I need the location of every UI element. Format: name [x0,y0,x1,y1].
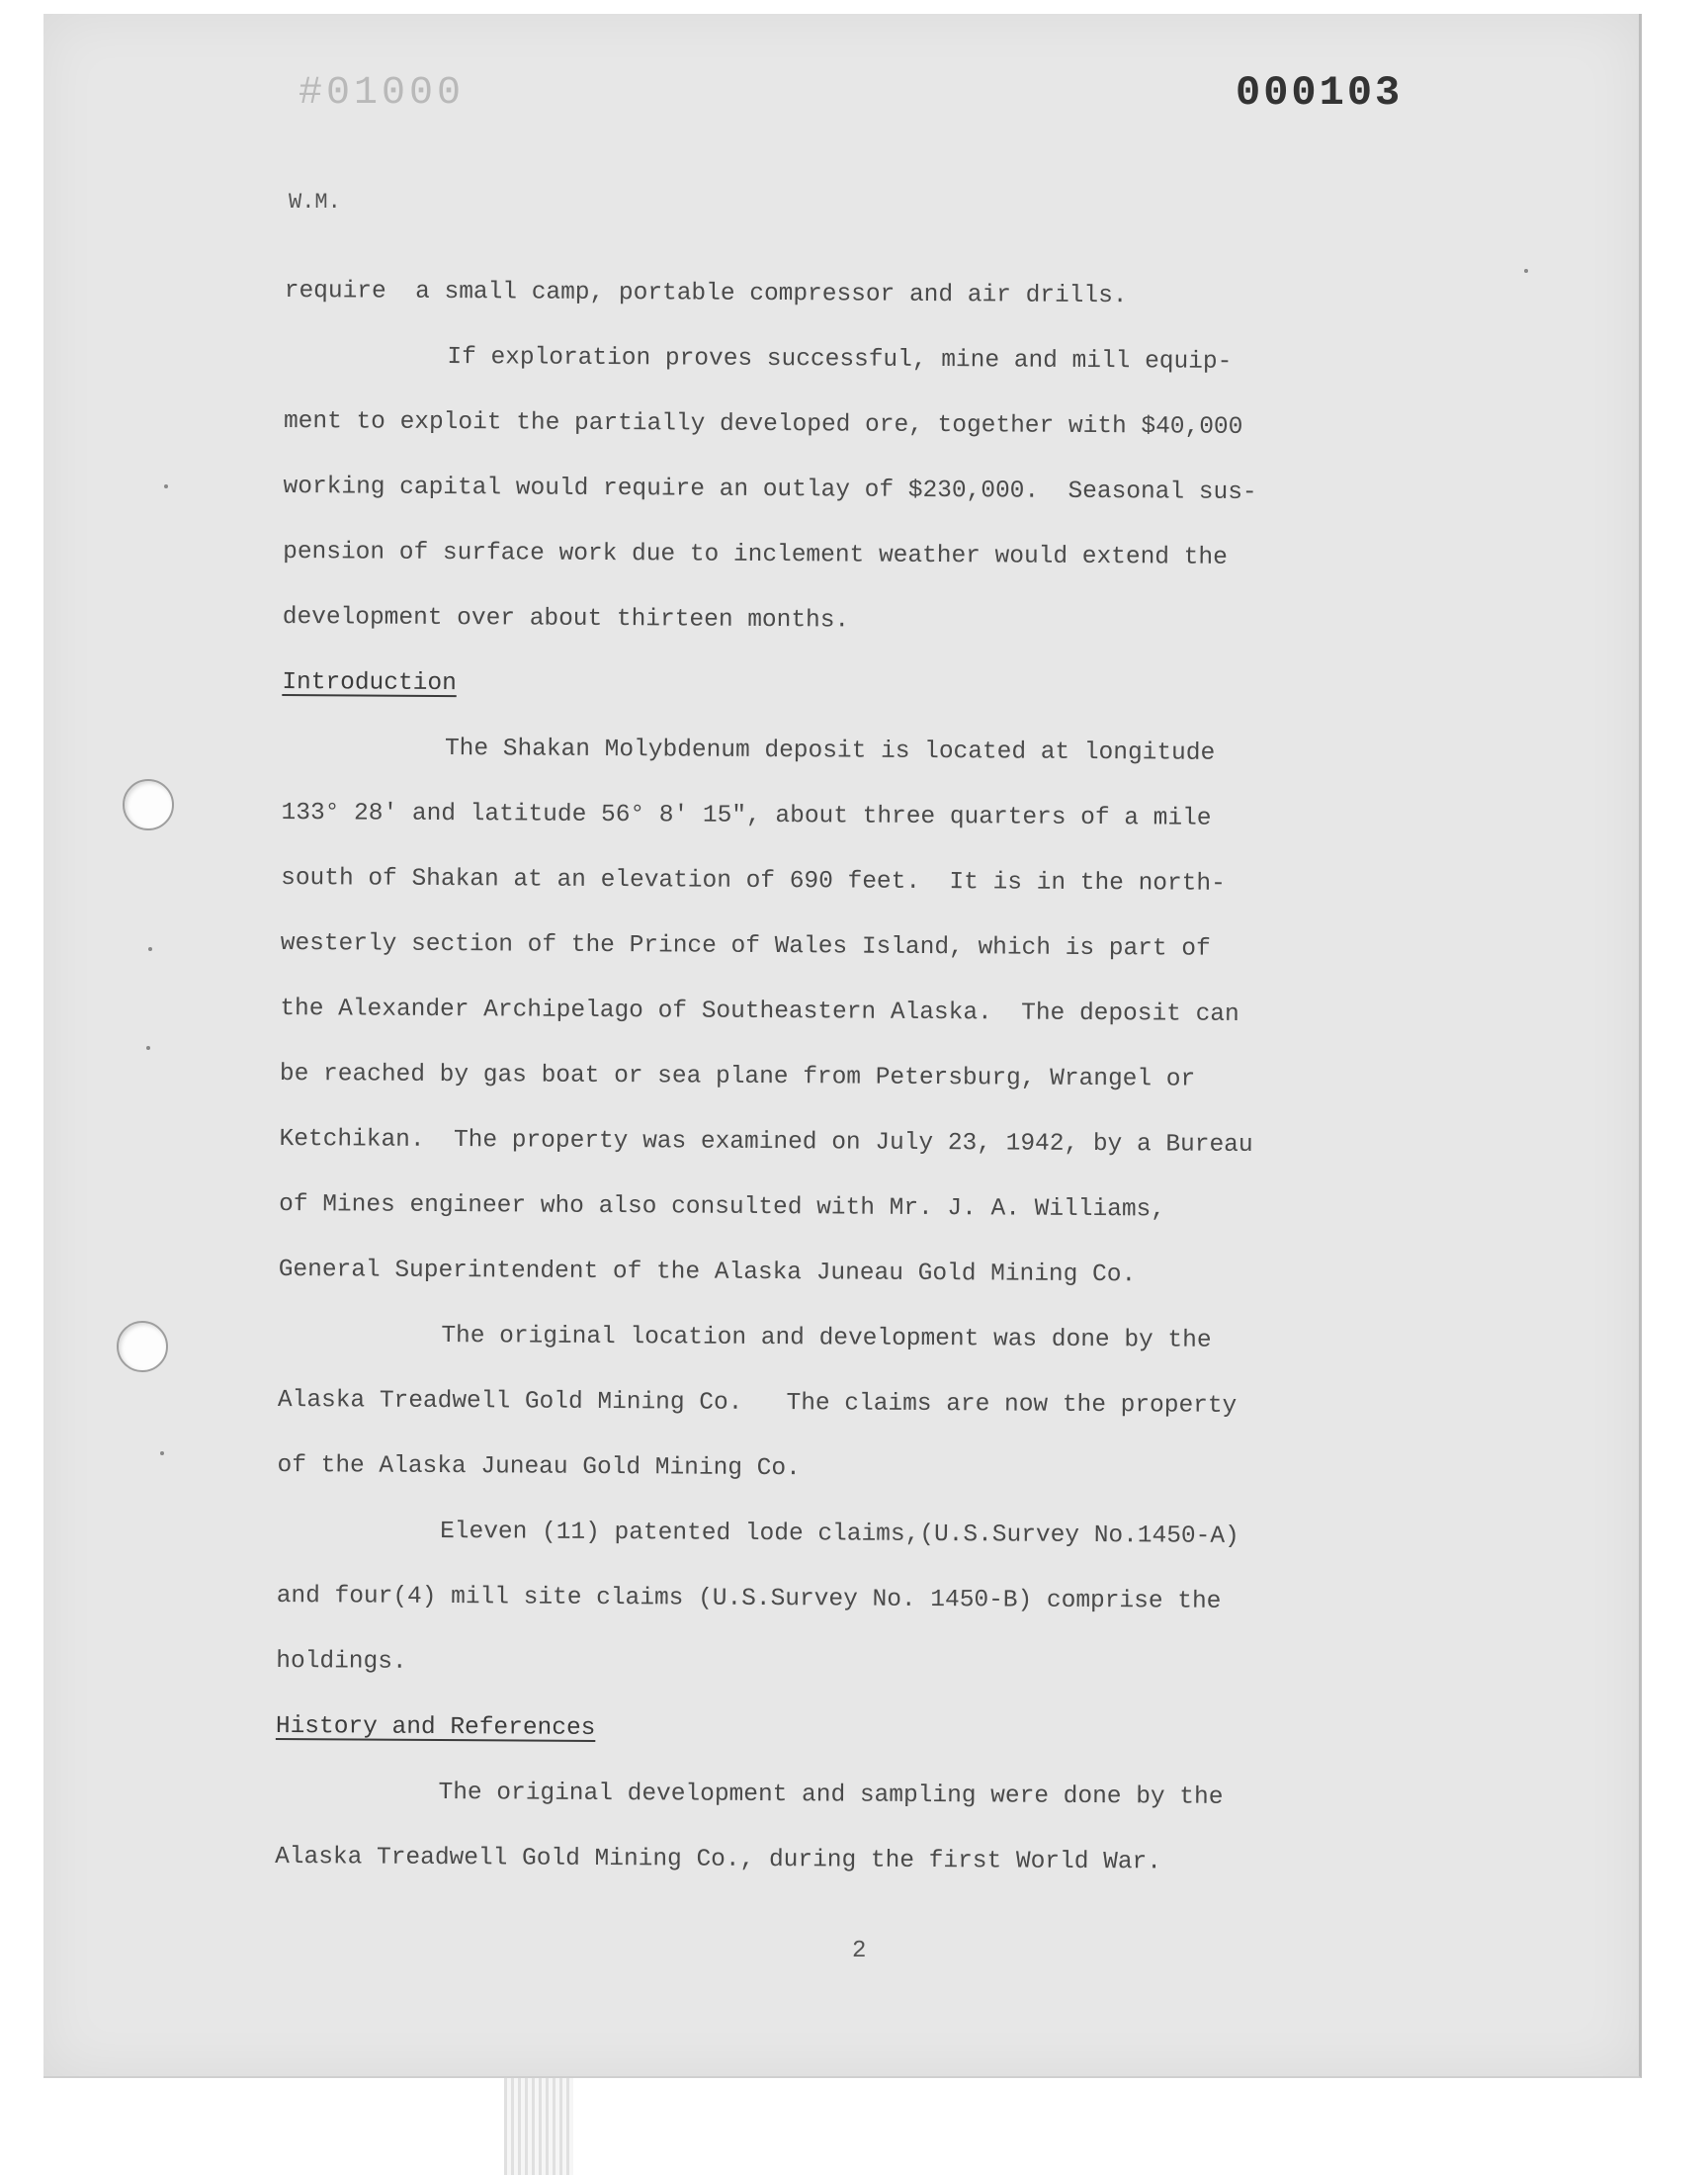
text-line: Alaska Treadwell Gold Mining Co., during the first World War. [275,1843,1162,1876]
page-number: 2 [852,1938,867,1964]
text-line: pension of surface work due to inclement weather would extend the [283,538,1228,571]
scan-speck [1524,269,1528,273]
document-page [43,14,1642,2078]
text-line: The original location and development was done by the [441,1322,1212,1354]
section-heading [276,1695,1422,1767]
text-line: require a small camp, portable compressor and air drills. [284,277,1128,310]
text-line: be reached by gas boat or sea plane from Petersburg, Wrangel or [279,1060,1196,1093]
faded-document-stamp: #01000 [299,71,466,116]
text-line: and four(4) mill site claims (U.S.Survey No. 1450-B) comprise the [276,1582,1222,1615]
text-line: ment to exploit the partially developed ore, together with $40,000 [283,407,1243,441]
text-line: working capital would require an outlay of $230,000. Seasonal sus- [283,473,1257,507]
text-line: General Superintendent of the Alaska Juneau Gold Mining Co. [278,1256,1137,1289]
text-line: The Shakan Molybdenum deposit is located at longitude [444,735,1216,767]
text-line: The original development and sampling were done by the [438,1779,1224,1811]
scan-speck [160,1451,164,1455]
text-line: Eleven (11) patented lode claims,(U.S.Survey No.1450-A) [440,1518,1239,1550]
text-line: westerly section of the Prince of Wales Island, which is part of [280,929,1211,963]
scan-speck [146,1046,150,1050]
text-line: holdings. [276,1647,407,1676]
punch-hole-top [123,779,174,830]
text-line: development over about thirteen months. [282,603,850,635]
text-line: If exploration proves successful, mine and mill equip- [447,344,1233,376]
text-line: of Mines engineer who also consulted with Mr. J. A. Williams, [279,1190,1166,1224]
scan-speck [164,484,168,488]
body-text [275,259,1431,1897]
section-heading-label: History and References [275,1712,596,1742]
binding-edge [504,2076,573,2175]
text-line: Alaska Treadwell Gold Mining Co. The claims are now the property [277,1386,1238,1420]
punch-hole-bottom [117,1321,168,1372]
text-line: south of Shakan at an elevation of 690 feet. It is in the north- [281,864,1226,898]
text-line: 133° 28' and latitude 56° 8' 15", about three quarters of a mile [281,799,1212,832]
text-line: the Alexander Archipelago of Southeastern Alaska. The deposit can [280,995,1239,1028]
section-heading-label: Introduction [282,668,457,698]
section-heading [282,651,1428,723]
text-line: of the Alaska Juneau Gold Mining Co. [277,1451,801,1483]
author-initials: W.M. [289,190,341,215]
scan-speck [148,947,152,951]
document-number-stamp: 000103 [1236,69,1404,117]
text-line: Ketchikan. The property was examined on July 23, 1942, by a Bureau [279,1125,1253,1160]
